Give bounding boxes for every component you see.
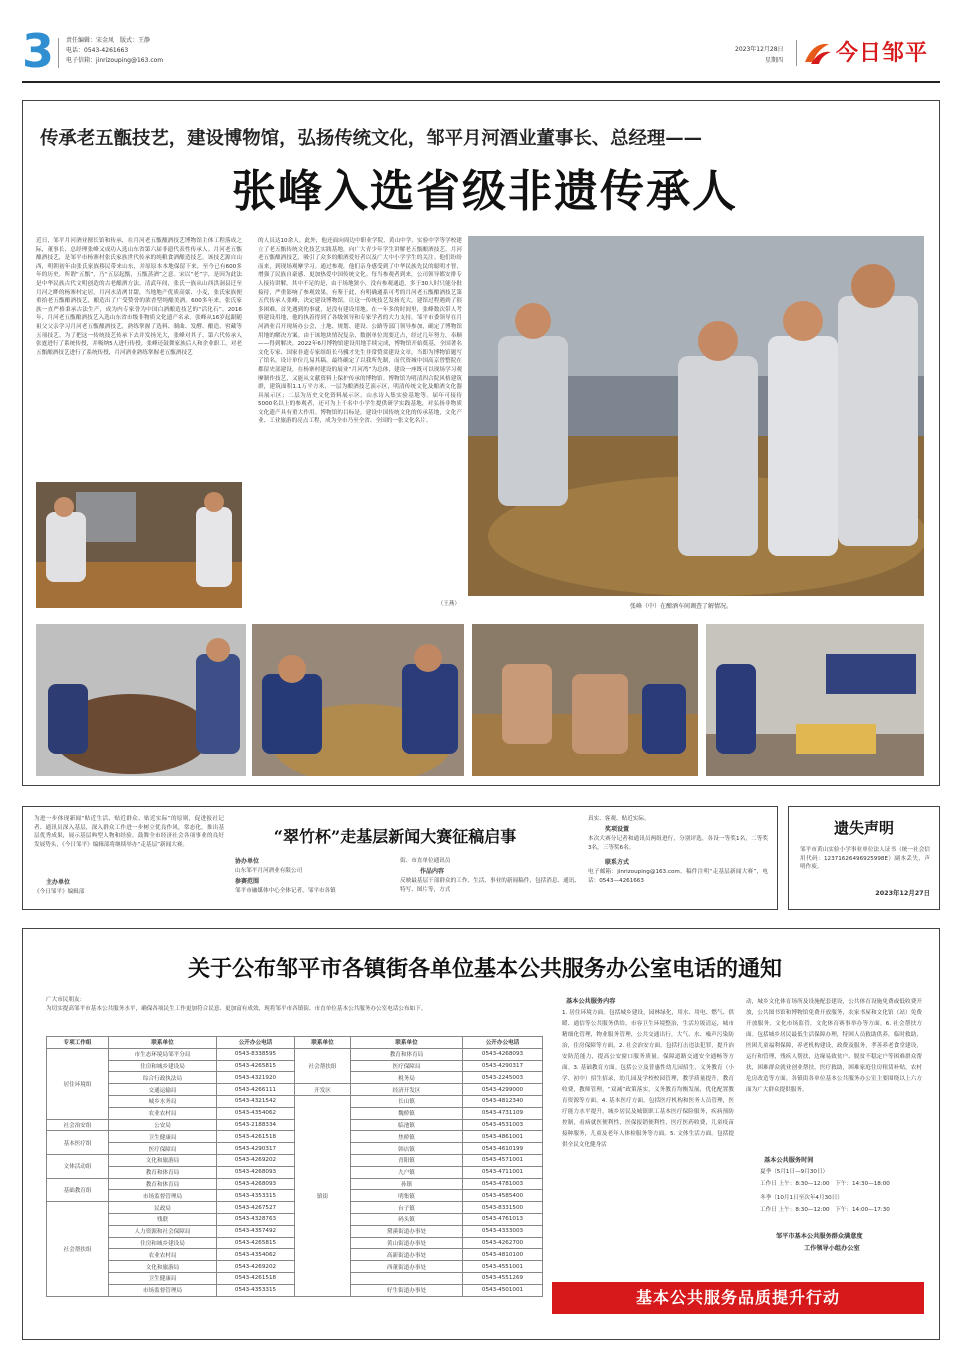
unit-cell: 文化和旅游局 <box>109 1261 217 1273</box>
table-header-cell: 联系单位 <box>295 1037 351 1049</box>
table-row <box>47 1095 543 1107</box>
phone-cell: 0543-4812340 <box>463 1095 543 1107</box>
photo-fermenting <box>472 624 698 776</box>
phone-cell: 0543-4357492 <box>217 1225 295 1237</box>
services-col2: 动，城乡文化体育场所及设施配套建设，公共体育设施免费或低收费开放，公共图书馆和博物馆免费开放服务，农家书屋和文化馆（站）免费开放服务，文化市场监管，文化体育赛事举办等方面。6. 社会帮扶方面。包括城乡居民最低生活保障办理，特困人员救助供养，临时救助，医困儿童福利保障，养老机构建设，政费及服务，孝善养老食堂建设，运行和管理，残疾人帮扶，边缘易致贫户、脱贫不稳定户等困难群众帮扶，困难群众就业创业帮扶，医疗救助，困难家庭住房租赁补贴，农村危房改造等方面。各镇街各单位基本公共服务办公室主要围绕以上六方面为广大群众提供服务。 <box>746 999 922 1093</box>
lost-notice-title: 遗失声明 <box>833 819 894 837</box>
phone-cell: 0543-4610199 <box>463 1143 543 1155</box>
group-cell: 镇街 <box>295 1095 351 1296</box>
phone-cell: 0543-8331500 <box>463 1202 543 1214</box>
phone-cell: 0543-4861001 <box>463 1131 543 1143</box>
unit-cell: 青阳镇 <box>351 1154 463 1166</box>
unit-cell: 住房和城乡建设局 <box>109 1237 217 1249</box>
newspaper-logo: 今日邹平 <box>836 40 929 66</box>
group-cell: 基本医疗组 <box>47 1131 109 1155</box>
photo-steaming-vat <box>36 624 246 776</box>
unit-cell: 焦桥镇 <box>351 1131 463 1143</box>
phone-cell: 0543-4328763 <box>217 1213 295 1225</box>
phone-cell: 0543-4501001 <box>463 1284 543 1296</box>
contest-participants: 邹平市融媒体中心全体记者，邹平市各镇 <box>235 888 336 894</box>
phone-cell: 0543-4261518 <box>217 1131 295 1143</box>
contest-contact-label: 联系方式 <box>605 859 630 866</box>
unit-cell <box>351 1272 463 1284</box>
feature-text-col1: 近日，邹平月河酒业擅长馆和传承，在月河老五甑酿酒技艺博物馆主体工程落成之际，董事长、总经理张峰又成功入选山东省第六届非遗代表性传承人。月河老五甑酿酒技艺，是邹平市杨寨村张氏家族世代传承的纯粮食酒酿造技艺。该技艺源自山西，明朝初年由张氏家族移民带来山东，并原原本本地保留下来，至今已有600多年的历史。所谓“五甑”，乃“五层起甑，五甑蒸酒”之意。宋以“老”字，是因为此法是中华民族古代文明创造的古老酿酒方法。清武年间，张氏一族从山西洪洞县迁至月河之畔的杨寨村定居。月河水清冽甘甜，当地地产优质高粱、小麦，张氏家族便重拾老五甑酿酒技艺，酿造出了广受赞誉的浓香型纯酿美酒。600多年来，张氏家族一直严格秉承古法生产，成为内专家誉为中国白酒酿造技艺的“活化石”。2016年，月河老五甑酿酒技艺入选山东省市级非物质文化遗产名录。张峰从16岁起跟随祖父父亲学习月河老五甑酿酒技艺，熟练掌握了选料、制曲、发酵、酿造、窖藏等五项技艺。为了把这一传统技艺传承下去并发扬光大，张峰对其子、第六代传承人张霆进行了系统传授，并吸纳5人进行传授。张峰还鼓舞家族后人和企业职工，对老五甑酿酒技艺进行了系统传授，月河酒业熟练掌握老五甑酒技艺 <box>36 238 242 356</box>
phone-cell: 0543-4551269 <box>463 1272 543 1284</box>
unit-cell: 经济开发区 <box>351 1084 463 1096</box>
service-hours-heading: 基本公共服务时间 <box>764 1157 814 1164</box>
announcement-signoff-1: 邹平市基本公共服务群众满意度 <box>776 1233 863 1240</box>
services-heading: 基本公共服务内容 <box>566 998 616 1005</box>
phone-cell: 0543-4299000 <box>463 1084 543 1096</box>
contest-title: “翠竹杯”走基层新闻大赛征稿启事 <box>273 827 517 846</box>
phone-cell: 0543-4353315 <box>217 1190 295 1202</box>
unit-cell: 文化和旅游局 <box>109 1154 217 1166</box>
table-header-cell: 联系单位 <box>109 1037 217 1049</box>
contest-awards: 本次大赛分记者和通讯员两组进行，分别评选，各设一等奖1名，二等奖3名，三等奖6名。 <box>588 836 768 851</box>
unit-cell: 黄山街道办事处 <box>351 1237 463 1249</box>
phone-cell: 0543-4265815 <box>217 1060 295 1072</box>
photo-cellar-workers <box>706 624 924 776</box>
phone-cell: 0543-4265815 <box>217 1237 295 1249</box>
unit-cell: 长山镇 <box>351 1095 463 1107</box>
table-row <box>47 1048 543 1060</box>
unit-cell: 市场监督管理局 <box>109 1284 217 1296</box>
announcement-signoff-2: 工作领导小组办公室 <box>804 1245 860 1252</box>
feature-headline: 张峰入选省级非遗传承人 <box>232 166 738 217</box>
unit-cell: 民政局 <box>109 1202 217 1214</box>
unit-cell: 综合行政执法局 <box>109 1072 217 1084</box>
service-hours-winter-time: 工作日 上午：8:30—12:00 下午：14:00—17:30 <box>760 1207 890 1213</box>
phone-cell: 0543-4354062 <box>217 1249 295 1261</box>
unit-cell: 教育和体育局 <box>109 1178 217 1190</box>
phone-cell: 0543-4333003 <box>463 1225 543 1237</box>
unit-cell: 好生街道办事处 <box>351 1284 463 1296</box>
phone-cell: 0543-8338595 <box>217 1048 295 1060</box>
group-cell: 文体活动组 <box>47 1154 109 1178</box>
phone-cell: 0543-4268093 <box>217 1178 295 1190</box>
phone-cell: 0543-4268093 <box>217 1166 295 1178</box>
phone-cell: 0543-4731109 <box>463 1107 543 1119</box>
phone-cell: 0543-2188334 <box>217 1119 295 1131</box>
unit-cell: 医疗保障局 <box>351 1060 463 1072</box>
unit-cell: 韩店镇 <box>351 1143 463 1155</box>
unit-cell: 城乡水务局 <box>109 1095 217 1107</box>
unit-cell: 农业农村局 <box>109 1107 217 1119</box>
table-header-row <box>47 1037 543 1049</box>
phone-cell: 0543-4269202 <box>217 1261 295 1273</box>
phone-cell: 0543-2245003 <box>463 1072 543 1084</box>
photo-grain-spreading <box>36 482 242 608</box>
issue-date: 2023年12月28日 <box>735 46 784 53</box>
feature-text-col2: 的人员达10余人。此外，他还面向周边中职业学院、黄山中学、实验中学等学校建立了老五甑传统文化技艺实践基地，向广大青少年学生讲解老五甑酿酒技艺。月河老五甑酿酒技艺，吸引了众多的酿酒爱好者以及广大中小学学生的关注。他们纷纷而来，到现场观摩学习。通过参观，他们亲身感受到了中华民族先民的聪明才智，增强了民族自豪感、更加热爱中国传统文化。每当参观者到来，公司领导都安排专人接待讲解，其中不足的是，由于场地狭小，没有参观通道，多于30人时只能分批接待，严重影响了参观效果。有鉴于此，有明确通系可考的月河老五甑酿酒技艺第五代传承人张峰，决定建设博物馆，让这一传统技艺发扬光大。建馆过程遇到了很多困难，首先遇到的事就，是没有建设用地。在一年多的时间里，张峰数次带人考察建设用地，他的执着得到了各级领导和专家学者的大力支持。邹平市委领导在月河酒业召开现场办公会，土地、规划、建设、公路等部门领导参加，确定了博物馆用地的解决方案。由于该地块情况复杂，数据单位需要迁占，经过几年努力，奉顺——得到解决。2022年6月博物馆建设用地手续完成，博物馆开始奠基，全国著名文化专家、国家非遗专家组组长马骥才先生非常赞赏建设文章，当即为博物馆题写了馆名。设计单位几易其稿，最终确定了以我所先制，而代资城中国高京曾整院在都留史部建设，在杨寨村建设的展业“月河湾”为总体，建设一座既可以现场学习观摩制作技艺，又能从文献资料上保护传承的博物馆。博物馆为明清四合院风格建筑群，建筑面积1.1万平方米，一层为酿酒技艺演示区，明清传统文化及酿酒文化器具展示区；二层为历史文化资料展示区，山水诗入集实验基地等。届年可接待5000名以上的参观者，还可为上千名中小学生提供研学实践基地，对弘扬非物质文化遗产具有重大作用。博物馆的目标是，建设中国传统文化的传承基地，文化产业、工业旅游的亮点工程，成为全市乃至全省、全国的一张文化名片。 <box>258 238 462 425</box>
phone-cell: 0543-4290317 <box>463 1060 543 1072</box>
unit-cell: 孙镇 <box>351 1178 463 1190</box>
table-row <box>47 1084 543 1096</box>
unit-cell: 卫生健康局 <box>109 1272 217 1284</box>
phone-cell: 0543-4354062 <box>217 1107 295 1119</box>
contest-awards-label: 奖项设置 <box>605 826 630 833</box>
unit-cell: 魏桥镇 <box>351 1107 463 1119</box>
contest-contact: 电子邮箱：jinrizouping@163.com，稿件注明“走基层新闻大赛”，电话：0543—4261663 <box>588 869 768 884</box>
phone-cell: 0543-4551001 <box>463 1261 543 1273</box>
feature-kicker: 传承老五甑技艺，建设博物馆，弘扬传统文化，邹平月河酒业董事长、总经理—— <box>40 128 703 149</box>
page-number-divider <box>58 38 59 68</box>
phone-cell: 0543-4711001 <box>463 1166 543 1178</box>
group-cell: 居住环境组 <box>47 1048 109 1119</box>
unit-cell: 明集镇 <box>351 1190 463 1202</box>
announcement-title: 关于公布邹平市各镇街各单位基本公共服务办公室电话的通知 <box>187 956 782 982</box>
contest-content-label: 作品内容 <box>420 868 445 875</box>
announcement-greeting: 广大市民朋友： <box>46 997 86 1003</box>
contest-intro: 为进一步体现新闻“贴近生活、贴近群众、贴近实际”的原则，促进报社记者、通讯员深入基层，深入群众工作进一步树立优良作风，常态化，推出基层优秀成果，展示基层典型人物和经验，鼓舞全市经济社会各项事业的良好发展势头，《今日邹平》编辑部将继续举办“走基层”新闻大赛。 <box>34 816 224 848</box>
phone-cell: 0543-4353315 <box>217 1284 295 1296</box>
main-photo-caption: 张峰（中）在酿酒车间调查了解情况。 <box>630 603 733 610</box>
phone-cell: 0543-4268093 <box>463 1048 543 1060</box>
quality-action-banner-text: 基本公共服务品质提升行动 <box>635 1288 840 1307</box>
phone-cell: 0543-4290317 <box>217 1143 295 1155</box>
unit-cell: 市生态环境局邹平分局 <box>109 1048 217 1060</box>
unit-cell: 码头镇 <box>351 1213 463 1225</box>
unit-cell: 残联 <box>109 1213 217 1225</box>
contest-organizer-label: 协办单位 <box>235 858 260 865</box>
unit-cell: 黛溪街道办事处 <box>351 1225 463 1237</box>
photo-grain-mixing <box>252 624 464 776</box>
announcement-intro: 为切实提高邹平市基本公共服务水平，确保各项民生工作更加符合民意、更加富有成效，现将邹平市各镇街、市直单位基本公共服务办公室电话公布如下。 <box>46 1006 427 1012</box>
service-hours-summer: 夏季（5月1日—9月30日） <box>760 1169 829 1175</box>
group-cell: 基础教育组 <box>47 1178 109 1202</box>
unit-cell: 教育和体育局 <box>109 1166 217 1178</box>
main-photo <box>468 236 924 596</box>
contest-host-label: 主办单位 <box>46 879 71 886</box>
contest-participants-label: 参赛范围 <box>235 878 260 885</box>
lost-notice-body: 邹平市黄山实验小学事业单位法人证书（统一社会信用代码：12371626496925998E）副本丢失，声明作废。 <box>800 847 930 871</box>
newspaper-logo-icon <box>803 40 833 66</box>
contest-participants-cont: 街、市直单位通讯员 <box>400 858 451 864</box>
group-cell: 社会帮扶组 <box>295 1048 351 1083</box>
group-cell: 开发区 <box>295 1084 351 1096</box>
phone-cell: 0543-4321542 <box>217 1095 295 1107</box>
unit-cell: 高新街道办事处 <box>351 1249 463 1261</box>
service-hours-summer-time: 工作日 上午：8:30—12:00 下午：14:30—18:00 <box>760 1181 890 1187</box>
page-number: 3 <box>22 24 55 78</box>
table-header-cell: 联系单位 <box>351 1037 463 1049</box>
unit-cell: 西董街道办事处 <box>351 1261 463 1273</box>
phone-cell: 0543-4810100 <box>463 1249 543 1261</box>
contest-organizer: 山东邹平月河酒业有限公司 <box>235 868 303 874</box>
issue-weekday: 星期四 <box>765 57 784 64</box>
table-header-cell: 专项工作组 <box>47 1037 109 1049</box>
unit-cell: 市场监督管理局 <box>109 1190 217 1202</box>
table-header-cell: 公开办公电话 <box>463 1037 543 1049</box>
header-rule <box>22 81 940 83</box>
service-hours-winter: 冬季（10月1日至次年4月30日） <box>760 1195 843 1201</box>
editor-phone: 电话：0543-4261663 <box>66 47 129 54</box>
phone-directory-table <box>46 1036 542 1297</box>
contest-awards-intro: 真实、客观、贴近实际。 <box>588 816 650 822</box>
unit-cell: 公安局 <box>109 1119 217 1131</box>
unit-cell: 税务局 <box>351 1072 463 1084</box>
phone-cell: 0543-4261518 <box>217 1272 295 1284</box>
unit-cell: 交通运输局 <box>109 1084 217 1096</box>
phone-cell: 0543-4262700 <box>463 1237 543 1249</box>
unit-cell: 医疗保障局 <box>109 1143 217 1155</box>
group-cell: 社会帮扶组 <box>47 1202 109 1296</box>
phone-cell: 0543-4267527 <box>217 1202 295 1214</box>
phone-cell: 0543-4321920 <box>217 1072 295 1084</box>
contest-content: 反映最基层干部群众的工作、生活、事业的新闻稿件，包括消息、通讯、特写、图片等，方式 <box>400 878 580 893</box>
editor-email: 电子信箱：jinrizouping@163.com <box>66 57 164 64</box>
unit-cell: 台子镇 <box>351 1202 463 1214</box>
services-col1: 1. 居住环境方面。包括城乡建设，园林绿化，用水、用电、燃气、供暖、通信等公共服务供给，市容卫生环境整治，生活垃圾清运，城市精细化管理，物业服务管理，公共交通出行，大气、水、噪声污染防治，住房保障等方面。2. 社会治安方面。包括打击违法犯罪，提升治安防范能力，提高公安窗口服务质量，保障道路交通安全通畅等方面。3. 基础教育方面。包括公立及普惠性幼儿园招生，义务教育（小学、初中）招生招录，幼儿园及学校校园管理，教学质量提升，教育收费，教师管理，“双减”政策落实，义务教育均衡发展，优化配置教育资源等方面。4. 基本医疗方面。包括医疗机构和医务人员管理，医疗能力水平提升，城乡居民及城镇职工基本医疗保险服务，疾病预防控制，看病就医便利性，医保报销便利性，医疗医药收费，儿童疫苗接种服务，儿童及老年人体检服务等方面。5. 文体生活方面。包括提供全民文化健身活 <box>562 1010 734 1148</box>
unit-cell: 农业农村局 <box>109 1249 217 1261</box>
unit-cell: 人力资源和社会保障局 <box>109 1225 217 1237</box>
phone-cell: 0543-4781003 <box>463 1178 543 1190</box>
group-cell: 社会治安组 <box>47 1119 109 1131</box>
contest-host: 《今日邹平》编辑部 <box>34 889 85 895</box>
unit-cell: 卫生健康局 <box>109 1131 217 1143</box>
unit-cell: 教育和体育局 <box>351 1048 463 1060</box>
unit-cell: 临池镇 <box>351 1119 463 1131</box>
phone-cell: 0543-4269202 <box>217 1154 295 1166</box>
lost-notice-date: 2023年12月27日 <box>875 889 930 897</box>
phone-cell: 0543-4266111 <box>217 1084 295 1096</box>
table-header-cell: 公开办公电话 <box>217 1037 295 1049</box>
header-vdivider <box>796 40 797 66</box>
phone-cell: 0543-4531003 <box>463 1119 543 1131</box>
phone-cell: 0543-4571001 <box>463 1154 543 1166</box>
editor-credit: 责任编辑：宋金凤 版式：王静 <box>66 37 151 44</box>
phone-cell: 0543-4761013 <box>463 1213 543 1225</box>
feature-byline: （王燕） <box>437 601 460 607</box>
phone-cell: 0543-4585400 <box>463 1190 543 1202</box>
unit-cell: 九户镇 <box>351 1166 463 1178</box>
unit-cell: 住房和城乡建设局 <box>109 1060 217 1072</box>
